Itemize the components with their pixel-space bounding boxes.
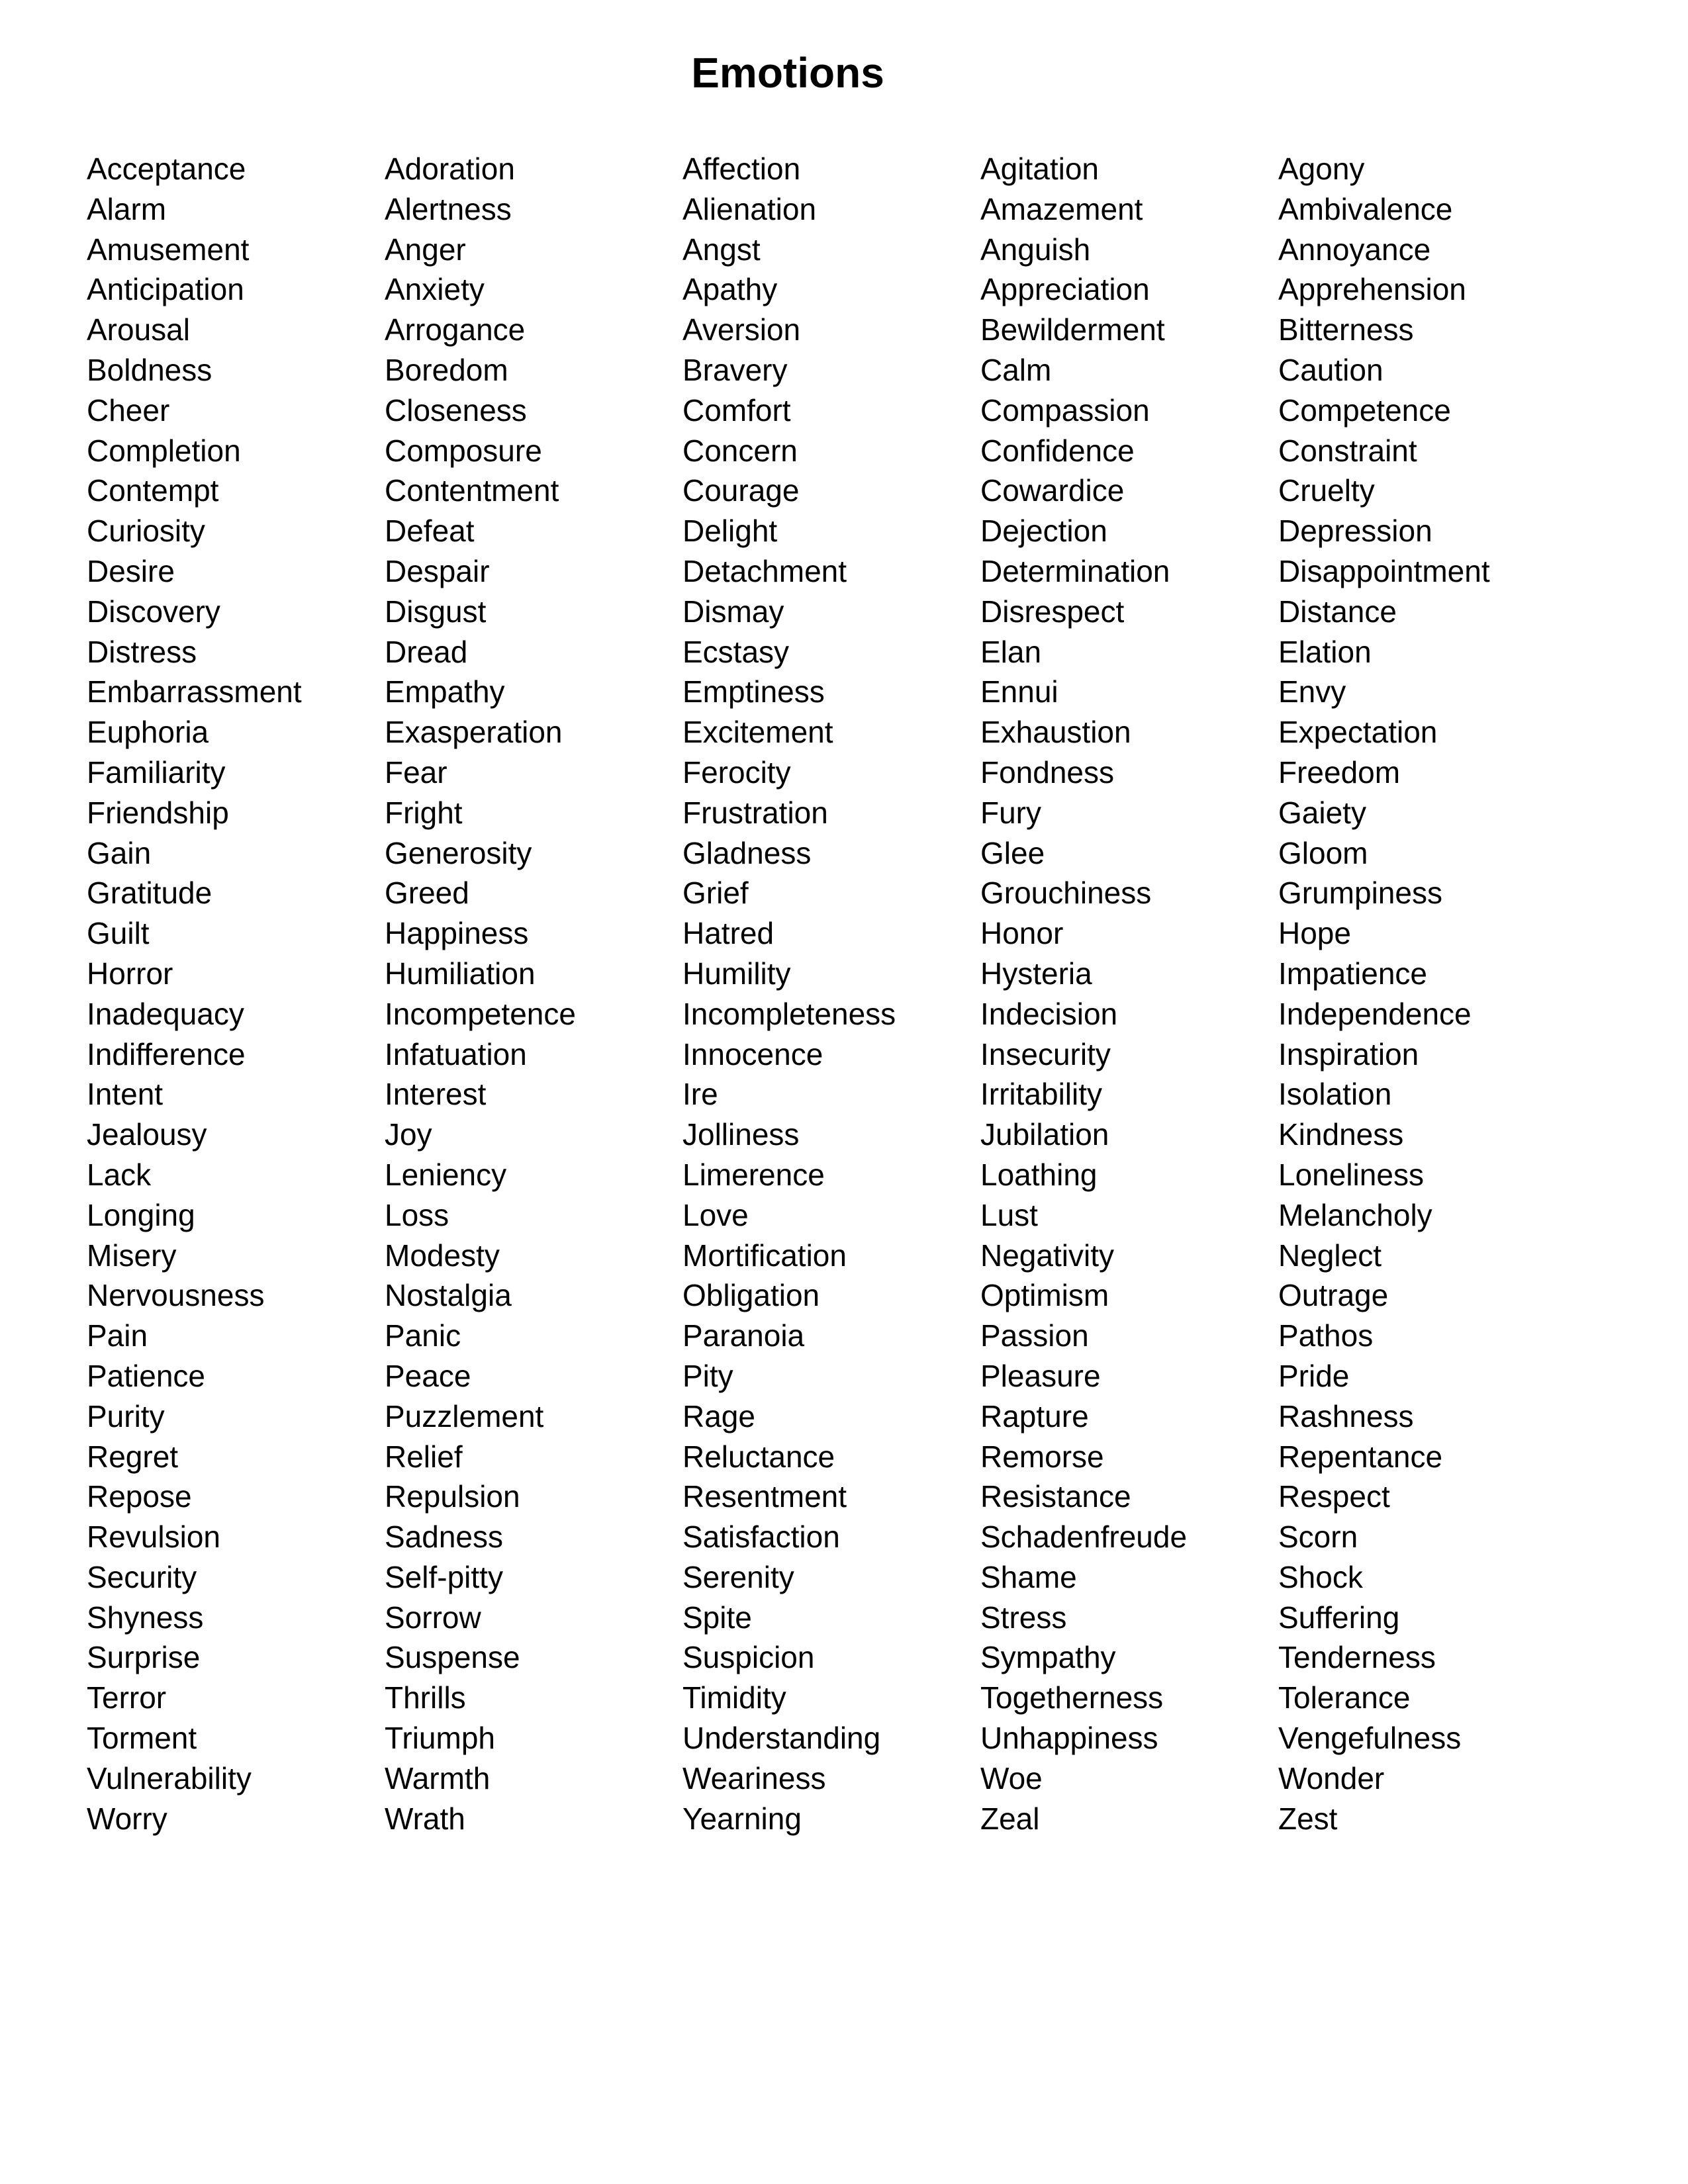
- emotion-word: Composure: [385, 433, 542, 468]
- emotion-word: Desire: [87, 553, 175, 588]
- emotion-word: Guilt: [87, 916, 150, 951]
- emotion-word: Discovery: [87, 594, 220, 629]
- emotion-word: Hatred: [682, 916, 774, 951]
- emotion-word: Fear: [385, 754, 447, 790]
- emotion-word: Reluctance: [682, 1439, 835, 1474]
- emotion-word: Annoyance: [1278, 232, 1431, 267]
- emotion-word: Patience: [87, 1358, 206, 1393]
- emotion-word: Dejection: [980, 514, 1107, 549]
- emotion-word: Indecision: [980, 996, 1118, 1031]
- emotion-word: Worry: [87, 1801, 167, 1836]
- emotion-word: Serenity: [682, 1559, 794, 1594]
- emotion-word: Distance: [1278, 594, 1397, 629]
- emotion-word: Rapture: [980, 1398, 1089, 1433]
- emotion-word: Gratitude: [87, 876, 212, 911]
- emotion-word: Dismay: [682, 594, 784, 629]
- emotion-word: Ecstasy: [682, 634, 790, 669]
- emotion-word: Incompleteness: [682, 996, 896, 1031]
- emotion-word: Grief: [682, 876, 749, 911]
- emotion-word: Contempt: [87, 473, 219, 508]
- emotion-word: Apathy: [682, 272, 778, 307]
- emotion-word: Amazement: [980, 191, 1143, 226]
- emotion-word: Loss: [385, 1197, 449, 1232]
- emotion-word: Elan: [980, 634, 1042, 669]
- emotion-word: Fright: [385, 795, 463, 830]
- emotion-word: Completion: [87, 433, 241, 468]
- emotion-word: Repose: [87, 1479, 192, 1514]
- emotion-word: Comfort: [682, 392, 791, 428]
- emotion-word: Empathy: [385, 674, 505, 709]
- emotion-word: Embarrassment: [87, 674, 302, 709]
- emotion-word: Relief: [385, 1439, 463, 1474]
- emotion-word: Excitement: [682, 715, 833, 750]
- emotion-word: Disrespect: [980, 594, 1125, 629]
- emotion-word: Rashness: [1278, 1398, 1414, 1433]
- emotion-word: Arrogance: [385, 312, 526, 347]
- emotion-word: Inadequacy: [87, 996, 244, 1031]
- emotion-word: Gladness: [682, 835, 812, 870]
- emotion-word: Happiness: [385, 916, 529, 951]
- emotion-word: Jealousy: [87, 1117, 207, 1152]
- emotion-word: Depression: [1278, 514, 1432, 549]
- emotion-word: Tenderness: [1278, 1640, 1436, 1675]
- emotion-word: Puzzlement: [385, 1398, 544, 1433]
- emotion-word: Disgust: [385, 594, 487, 629]
- emotion-word: Determination: [980, 553, 1170, 588]
- emotion-word: Understanding: [682, 1721, 881, 1756]
- emotion-word: Schadenfreude: [980, 1520, 1188, 1555]
- emotion-word: Negativity: [980, 1238, 1114, 1273]
- emotion-word: Cruelty: [1278, 473, 1375, 508]
- emotion-word: Lack: [87, 1157, 152, 1192]
- emotion-word: Cheer: [87, 392, 170, 428]
- emotion-word: Alertness: [385, 191, 512, 226]
- emotion-word: Anticipation: [87, 272, 244, 307]
- emotion-word: Satisfaction: [682, 1520, 840, 1555]
- emotion-word: Hope: [1278, 916, 1351, 951]
- emotion-word: Wonder: [1278, 1760, 1385, 1796]
- emotion-word: Melancholy: [1278, 1197, 1432, 1232]
- emotion-word: Nostalgia: [385, 1278, 512, 1313]
- emotion-word: Leniency: [385, 1157, 507, 1192]
- emotion-word: Neglect: [1278, 1238, 1382, 1273]
- emotion-word: Timidity: [682, 1680, 786, 1715]
- emotion-word: Love: [682, 1197, 749, 1232]
- emotion-word: Limerence: [682, 1157, 825, 1192]
- emotion-word: Amusement: [87, 232, 250, 267]
- emotion-word: Angst: [682, 232, 761, 267]
- emotion-word: Distress: [87, 634, 197, 669]
- emotion-word: Suspense: [385, 1640, 520, 1675]
- emotion-word: Surprise: [87, 1640, 201, 1675]
- emotion-word: Torment: [87, 1721, 197, 1756]
- emotion-word: Remorse: [980, 1439, 1104, 1474]
- emotion-word: Interest: [385, 1077, 487, 1112]
- emotion-word: Closeness: [385, 392, 527, 428]
- emotion-word: Kindness: [1278, 1117, 1404, 1152]
- emotion-word: Indifference: [87, 1036, 246, 1071]
- emotion-word: Concern: [682, 433, 798, 468]
- emotion-word: Warmth: [385, 1760, 491, 1796]
- emotion-word: Humiliation: [385, 956, 536, 991]
- emotion-word: Bravery: [682, 352, 788, 387]
- emotion-word: Pity: [682, 1358, 733, 1393]
- emotion-word: Unhappiness: [980, 1721, 1158, 1756]
- emotion-word: Zest: [1278, 1801, 1338, 1836]
- emotion-word: Purity: [87, 1398, 165, 1433]
- emotion-word: Self-pitty: [385, 1559, 503, 1594]
- emotion-word: Outrage: [1278, 1278, 1389, 1313]
- emotion-word: Pain: [87, 1318, 148, 1353]
- emotion-word: Optimism: [980, 1278, 1109, 1313]
- emotion-word: Shock: [1278, 1559, 1363, 1594]
- emotion-word: Adoration: [385, 152, 515, 186]
- emotion-word: Dread: [385, 634, 468, 669]
- emotion-word: Greed: [385, 876, 469, 911]
- emotion-word: Zeal: [980, 1801, 1040, 1836]
- emotion-word: Pathos: [1278, 1318, 1374, 1353]
- emotion-word: Envy: [1278, 674, 1346, 709]
- emotion-word: Misery: [87, 1238, 177, 1273]
- emotion-word: Disappointment: [1278, 553, 1490, 588]
- emotion-word: Insecurity: [980, 1036, 1111, 1071]
- page-title: Emotions: [691, 49, 884, 97]
- emotion-word: Weariness: [682, 1760, 826, 1796]
- emotion-word: Yearning: [682, 1801, 802, 1836]
- emotion-word: Repentance: [1278, 1439, 1443, 1474]
- emotion-word: Suffering: [1278, 1600, 1400, 1635]
- emotion-word: Sympathy: [980, 1640, 1116, 1675]
- emotion-word: Ferocity: [682, 754, 791, 790]
- emotion-word: Resentment: [682, 1479, 847, 1514]
- emotion-word: Cowardice: [980, 473, 1125, 508]
- emotion-word: Bewilderment: [980, 312, 1165, 347]
- emotion-word: Vulnerability: [87, 1760, 252, 1796]
- emotion-word: Repulsion: [385, 1479, 520, 1514]
- emotion-word: Detachment: [682, 553, 847, 588]
- emotion-word: Jubilation: [980, 1117, 1109, 1152]
- emotion-word: Joy: [385, 1117, 432, 1152]
- emotion-word: Wrath: [385, 1801, 465, 1836]
- emotion-word: Revulsion: [87, 1520, 220, 1555]
- emotion-word: Innocence: [682, 1036, 823, 1071]
- emotion-word: Triumph: [385, 1721, 495, 1756]
- emotion-word: Gain: [87, 835, 152, 870]
- emotion-word: Alienation: [682, 191, 817, 226]
- emotion-word: Competence: [1278, 392, 1451, 428]
- emotion-word: Togetherness: [980, 1680, 1164, 1715]
- emotion-word: Exhaustion: [980, 715, 1131, 750]
- emotion-word: Calm: [980, 352, 1052, 387]
- emotion-word: Shame: [980, 1559, 1077, 1594]
- emotion-word: Contentment: [385, 473, 559, 508]
- emotion-word: Delight: [682, 514, 778, 549]
- emotion-word: Courage: [682, 473, 800, 508]
- emotion-word: Isolation: [1278, 1077, 1392, 1112]
- emotion-word: Vengefulness: [1278, 1721, 1462, 1756]
- emotion-word: Irritability: [980, 1077, 1103, 1112]
- emotion-word: Resistance: [980, 1479, 1131, 1514]
- emotion-word: Thrills: [385, 1680, 466, 1715]
- emotion-word: Ire: [682, 1077, 718, 1112]
- emotion-word: Hysteria: [980, 956, 1092, 991]
- emotion-word: Infatuation: [385, 1036, 527, 1071]
- emotion-word: Pride: [1278, 1358, 1350, 1393]
- emotion-word: Gaiety: [1278, 795, 1366, 830]
- emotion-word: Caution: [1278, 352, 1383, 387]
- emotion-word: Frustration: [682, 795, 828, 830]
- emotion-word-grid: [87, 149, 1576, 1839]
- emotion-word: Arousal: [87, 312, 190, 347]
- emotion-word: Terror: [87, 1680, 167, 1715]
- emotion-word: Fury: [980, 795, 1041, 830]
- emotion-word: Despair: [385, 553, 490, 588]
- emotion-word: Expectation: [1278, 715, 1438, 750]
- emotion-word: Ennui: [980, 674, 1058, 709]
- emotion-word: Familiarity: [87, 754, 226, 790]
- emotion-word: Independence: [1278, 996, 1472, 1031]
- emotion-word: Tolerance: [1278, 1680, 1411, 1715]
- emotion-word: Suspicion: [682, 1640, 815, 1675]
- emotion-word: Grumpiness: [1278, 876, 1442, 911]
- emotion-word: Affection: [682, 152, 801, 186]
- emotion-word: Longing: [87, 1197, 195, 1232]
- emotion-word: Compassion: [980, 392, 1150, 428]
- emotion-word: Passion: [980, 1318, 1089, 1353]
- emotion-word: Generosity: [385, 835, 532, 870]
- emotion-word: Euphoria: [87, 715, 209, 750]
- emotion-word: Lust: [980, 1197, 1038, 1232]
- emotion-word: Ambivalence: [1278, 191, 1453, 226]
- emotion-word: Obligation: [682, 1278, 820, 1313]
- emotion-word: Jolliness: [682, 1117, 800, 1152]
- emotion-word: Emptiness: [682, 674, 825, 709]
- emotion-word: Grouchiness: [980, 876, 1152, 911]
- emotion-word: Regret: [87, 1439, 179, 1474]
- emotion-word: Peace: [385, 1358, 471, 1393]
- emotion-word: Aversion: [682, 312, 801, 347]
- emotion-word: Stress: [980, 1600, 1067, 1635]
- emotion-word: Humility: [682, 956, 791, 991]
- emotion-word: Anger: [385, 232, 466, 267]
- emotion-word: Horror: [87, 956, 173, 991]
- emotion-word: Panic: [385, 1318, 461, 1353]
- emotion-word: Anguish: [980, 232, 1091, 267]
- emotion-word: Honor: [980, 916, 1064, 951]
- emotion-word: Boredom: [385, 352, 508, 387]
- emotion-word: Sorrow: [385, 1600, 481, 1635]
- emotion-word: Fondness: [980, 754, 1115, 790]
- emotion-word: Loathing: [980, 1157, 1098, 1192]
- emotion-word: Security: [87, 1559, 197, 1594]
- emotion-word: Defeat: [385, 514, 475, 549]
- emotion-word: Impatience: [1278, 956, 1428, 991]
- emotion-word: Respect: [1278, 1479, 1390, 1514]
- emotion-word: Scorn: [1278, 1520, 1358, 1555]
- emotion-word: Pleasure: [980, 1358, 1101, 1393]
- emotion-word: Agitation: [980, 152, 1100, 186]
- emotion-word: Constraint: [1278, 433, 1417, 468]
- emotion-word: Curiosity: [87, 514, 205, 549]
- emotion-word: Rage: [682, 1398, 755, 1433]
- emotion-word: Spite: [682, 1600, 752, 1635]
- emotion-word: Boldness: [87, 352, 212, 387]
- emotion-word: Sadness: [385, 1520, 504, 1555]
- emotion-word: Appreciation: [980, 272, 1150, 307]
- emotion-word: Loneliness: [1278, 1157, 1424, 1192]
- emotion-word: Alarm: [87, 191, 167, 226]
- emotion-word: Intent: [87, 1077, 164, 1112]
- emotion-word: Confidence: [980, 433, 1135, 468]
- emotion-word: Mortification: [682, 1238, 847, 1273]
- emotion-word: Friendship: [87, 795, 229, 830]
- emotion-word: Apprehension: [1278, 272, 1466, 307]
- emotion-word: Glee: [980, 835, 1045, 870]
- emotion-word: Gloom: [1278, 835, 1368, 870]
- emotion-word: Exasperation: [385, 715, 563, 750]
- emotion-word: Shyness: [87, 1600, 204, 1635]
- emotion-word: Anxiety: [385, 272, 485, 307]
- emotion-word: Incompetence: [385, 996, 576, 1031]
- emotion-word: Inspiration: [1278, 1036, 1419, 1071]
- emotion-word: Agony: [1278, 152, 1365, 186]
- emotion-word: Modesty: [385, 1238, 500, 1273]
- emotion-word: Bitterness: [1278, 312, 1414, 347]
- emotion-word: Nervousness: [87, 1278, 265, 1313]
- emotion-word: Woe: [980, 1760, 1043, 1796]
- emotion-word: Paranoia: [682, 1318, 805, 1353]
- emotion-word: Acceptance: [87, 152, 246, 186]
- emotion-word: Elation: [1278, 634, 1372, 669]
- emotion-word: Freedom: [1278, 754, 1401, 790]
